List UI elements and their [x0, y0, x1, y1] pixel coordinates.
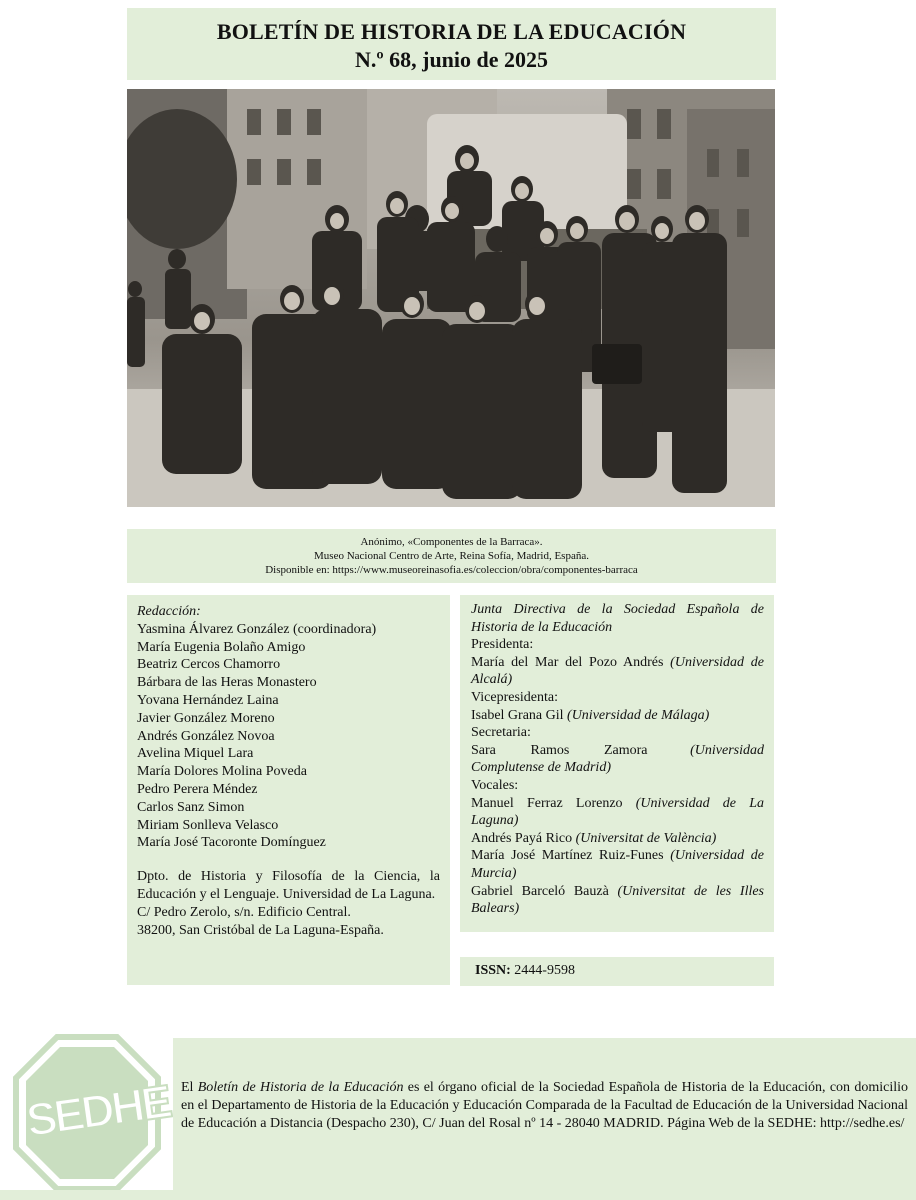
vocal-affiliation: (Universitat de les Illes Balears) — [471, 883, 765, 917]
editorial-member: Miriam Sonlleva Velasco — [137, 817, 279, 833]
editorial-address-city: 38200, San Cristóbal de La Laguna-España. — [137, 922, 384, 938]
issn-box — [460, 957, 774, 986]
editorial-member: Carlos Sanz Simon — [137, 799, 245, 815]
bottom-strip — [0, 1190, 916, 1200]
vocales-label: Vocales: — [471, 777, 519, 793]
header-box — [127, 8, 776, 80]
vicepresidenta-label: Vicepresidenta: — [471, 689, 559, 705]
secretaria-label: Secretaria: — [471, 725, 531, 741]
vocal-entry — [471, 830, 764, 848]
presidenta-label: Presidenta: — [471, 637, 534, 653]
secretaria-affiliation: (Universidad Complutense de Madrid) — [471, 742, 765, 776]
vocal-affiliation: (Universidad de La Laguna) — [471, 795, 764, 829]
secretaria-entry — [471, 742, 764, 777]
editorial-address-dept: Dpto. de Historia y Filosofía de la Ciencia, la Educación y el Lenguaje. Universidad de La Laguna. — [137, 869, 440, 902]
editorial-member: Beatriz Cercos Chamorro — [137, 657, 281, 673]
issn-value: 2444-9598 — [514, 963, 575, 978]
vicepresidenta-affiliation: (Universidad de Málaga) — [567, 707, 710, 723]
editorial-member: Yasmina Álvarez González (coordinadora) — [137, 621, 377, 637]
group-photo-illustration — [127, 89, 775, 507]
presidenta-name: María del Mar del Pozo Andrés — [471, 654, 664, 670]
vocal-entry — [471, 847, 764, 882]
board-heading: Junta Directiva de la Sociedad Española de Historia de la Educación — [471, 602, 764, 635]
vocal-affiliation: (Universitat de València) — [575, 830, 717, 846]
vicepresidenta-entry — [471, 707, 764, 725]
board-of-directors-box — [460, 595, 774, 932]
vocal-name: Gabriel Barceló Bauzà — [471, 883, 609, 899]
editorial-heading: Redacción: — [137, 604, 201, 619]
editorial-member: Avelina Miquel Lara — [137, 746, 254, 762]
issue-number: N.º 68, junio de 2025 — [354, 47, 549, 72]
issn-label: ISSN: — [475, 963, 511, 978]
footer-note — [173, 1038, 916, 1190]
journal-title: BOLETÍN DE HISTORIA DE LA EDUCACIÓN — [216, 19, 687, 44]
caption-link[interactable]: Disponible en: https://www.museoreinasofia.es/coleccion/obra/componentes-barraca — [265, 564, 638, 576]
sedhe-logo-text: SEDHE — [22, 1074, 173, 1147]
caption-line-2: Museo Nacional Centro de Arte, Reina Sofía, Madrid, España. — [314, 550, 589, 562]
editorial-member: María Eugenia Bolaño Amigo — [137, 639, 306, 655]
vocal-entry — [471, 883, 764, 918]
editorial-member: Javier González Moreno — [137, 710, 275, 726]
footer-pre: El — [181, 1080, 198, 1095]
footer-text: es el órgano oficial de la Sociedad Española de Historia de la Educación, con domicilio en el Departamento de Historia de la Educación y Educación Comparada de la Facultad de Educación de la Universidad Nacional de Educación a Distancia (Despacho 230), C/ Juan del Rosal nº 14 - 28040 MADRID. Página Web de la SEDHE: http://sedhe.es/ — [181, 1080, 908, 1131]
editorial-member: Pedro Perera Méndez — [137, 781, 258, 797]
vocal-name: Manuel Ferraz Lorenzo — [471, 795, 623, 811]
vocal-name: María José Martínez Ruiz-Funes — [471, 848, 664, 864]
presidenta-affiliation: (Universidad de Alcalá) — [471, 654, 765, 688]
vicepresidenta-name: Isabel Grana Gil — [471, 707, 564, 723]
vocal-entry — [471, 795, 764, 830]
editorial-address-street: C/ Pedro Zerolo, s/n. Edificio Central. — [137, 904, 351, 920]
editorial-member: Bárbara de las Heras Monastero — [137, 675, 317, 691]
editorial-member: Yovana Hernández Laina — [137, 692, 279, 708]
photo-caption — [127, 529, 776, 583]
secretaria-name: Sara Ramos Zamora — [471, 742, 648, 758]
caption-line-1: Anónimo, «Componentes de la Barraca». — [360, 536, 543, 548]
presidenta-entry — [471, 654, 764, 689]
footer-journal-name: Boletín de Historia de la Educación — [197, 1080, 404, 1095]
editorial-member: María José Tacoronte Domínguez — [137, 835, 326, 851]
cover-photo — [127, 89, 775, 507]
editorial-member: María Dolores Molina Poveda — [137, 764, 307, 780]
vocal-name: Andrés Payá Rico — [471, 830, 573, 846]
vocal-affiliation: (Universidad de Murcia) — [471, 848, 764, 881]
editorial-board-box — [127, 595, 450, 985]
editorial-member: Andrés González Novoa — [137, 728, 275, 744]
